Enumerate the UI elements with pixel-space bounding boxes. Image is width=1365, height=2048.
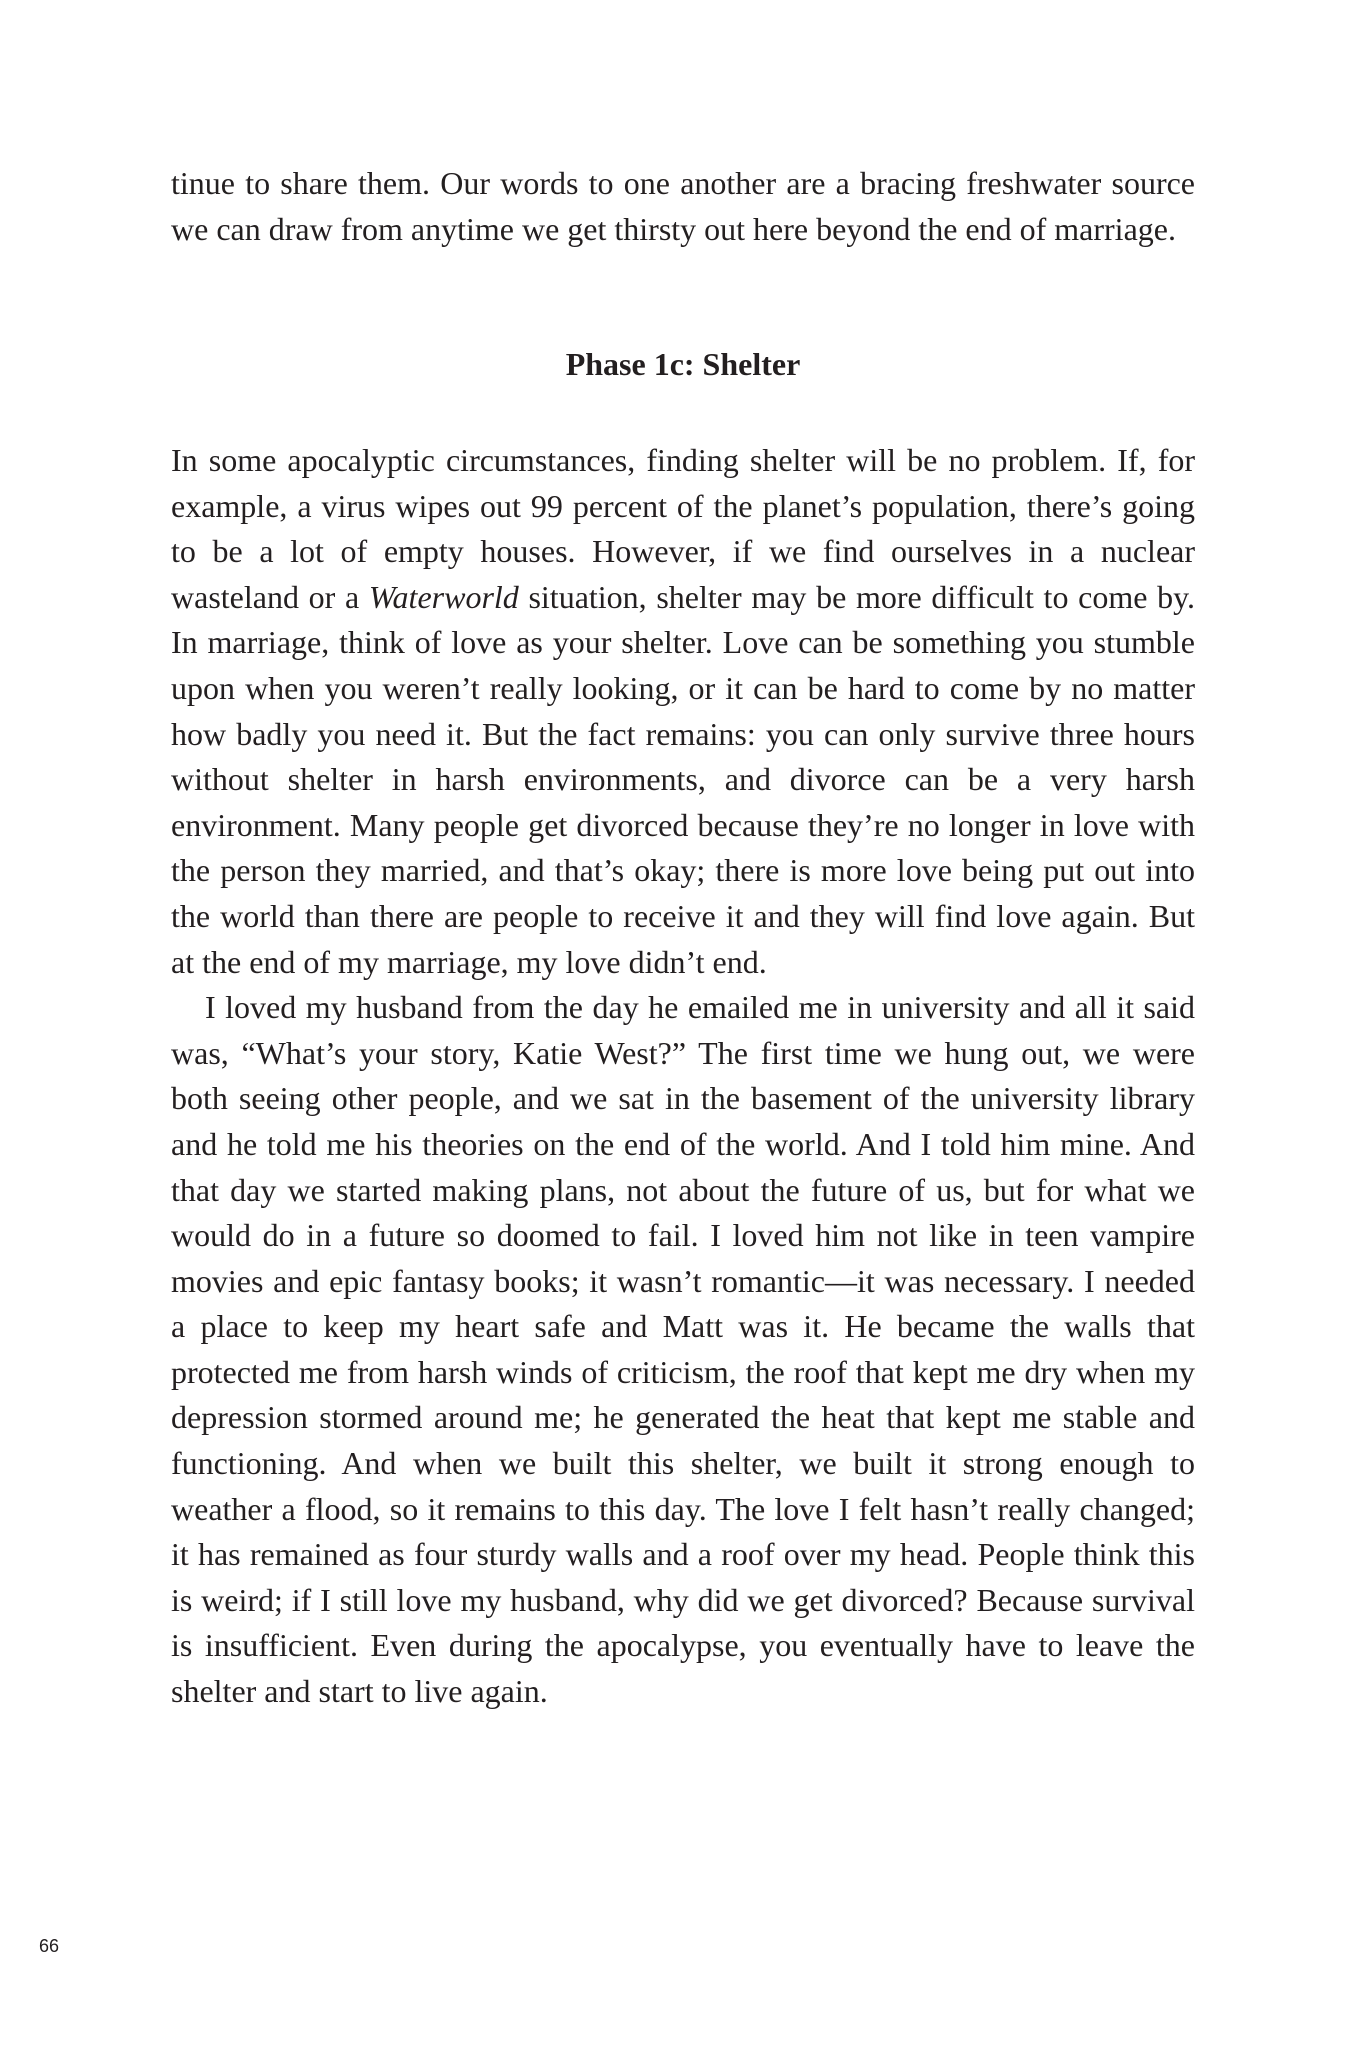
page-number: 66 (39, 1936, 60, 1956)
paragraph-1-part-a: In some apocalyptic circumstances, finding shelter will be no problem. If, for example, a virus wipes out 99 percent of the planet’s population, there’s going to be a lot of empty houses. However, if we find ourselves in a nuclear wasteland or a (171, 442, 1195, 615)
film-title-italic: Waterworld (368, 578, 519, 615)
paragraph-1 (171, 438, 1195, 985)
section-heading: Phase 1c: Shelter (565, 346, 801, 382)
section-body (171, 438, 1195, 1715)
paragraph-1-part-b: situation, shelter may be more difficult to come by. In marriage, think of love as your shelter. Love can be something you stumble upon when you weren’t really looking, or it can be hard to come by no matter how badly you need it. But the fact remains: you can only survive three hours without shelter in harsh environments, and divorce can be a very harsh environment. Many people get divorced because they’re no longer in love with the person they married, and that’s okay; there is more love being put out into the world than there are people to receive it and they will find love again. But at the end of my marriage, my love didn’t end. (171, 578, 1195, 980)
paragraph-2: I loved my husband from the day he emailed me in university and all it said was, “What’s your story, Katie West?” The first time we hung out, we were both seeing other people, and we sat in the basement of the university library and he told me his theories on the end of the world. And I told him mine. And that day we started making plans, not about the future of us, but for what we would do in a future so doomed to fail. I loved him not like in teen vampire movies and epic fantasy books; it wasn’t romantic—it was necessary. I needed a place to keep my heart safe and Matt was it. He became the walls that protected me from harsh winds of criticism, the roof that kept me dry when my depression stormed around me; he generated the heat that kept me stable and functioning. And when we built this shelter, we built it strong enough to weather a flood, so it remains to this day. The love I felt hasn’t really changed; it has remained as four sturdy walls and a roof over my head. People think this is weird; if I still love my husband, why did we get divorced? Because survival is insufficient. Even during the apocalypse, you eventually have to leave the shelter and start to live again. (171, 989, 1195, 1710)
continuation-text: tinue to share them. Our words to one another are a bracing freshwater source we can draw from anytime we get thirsty out here beyond the end of marriage. (171, 165, 1195, 247)
continuation-paragraph (171, 161, 1195, 252)
